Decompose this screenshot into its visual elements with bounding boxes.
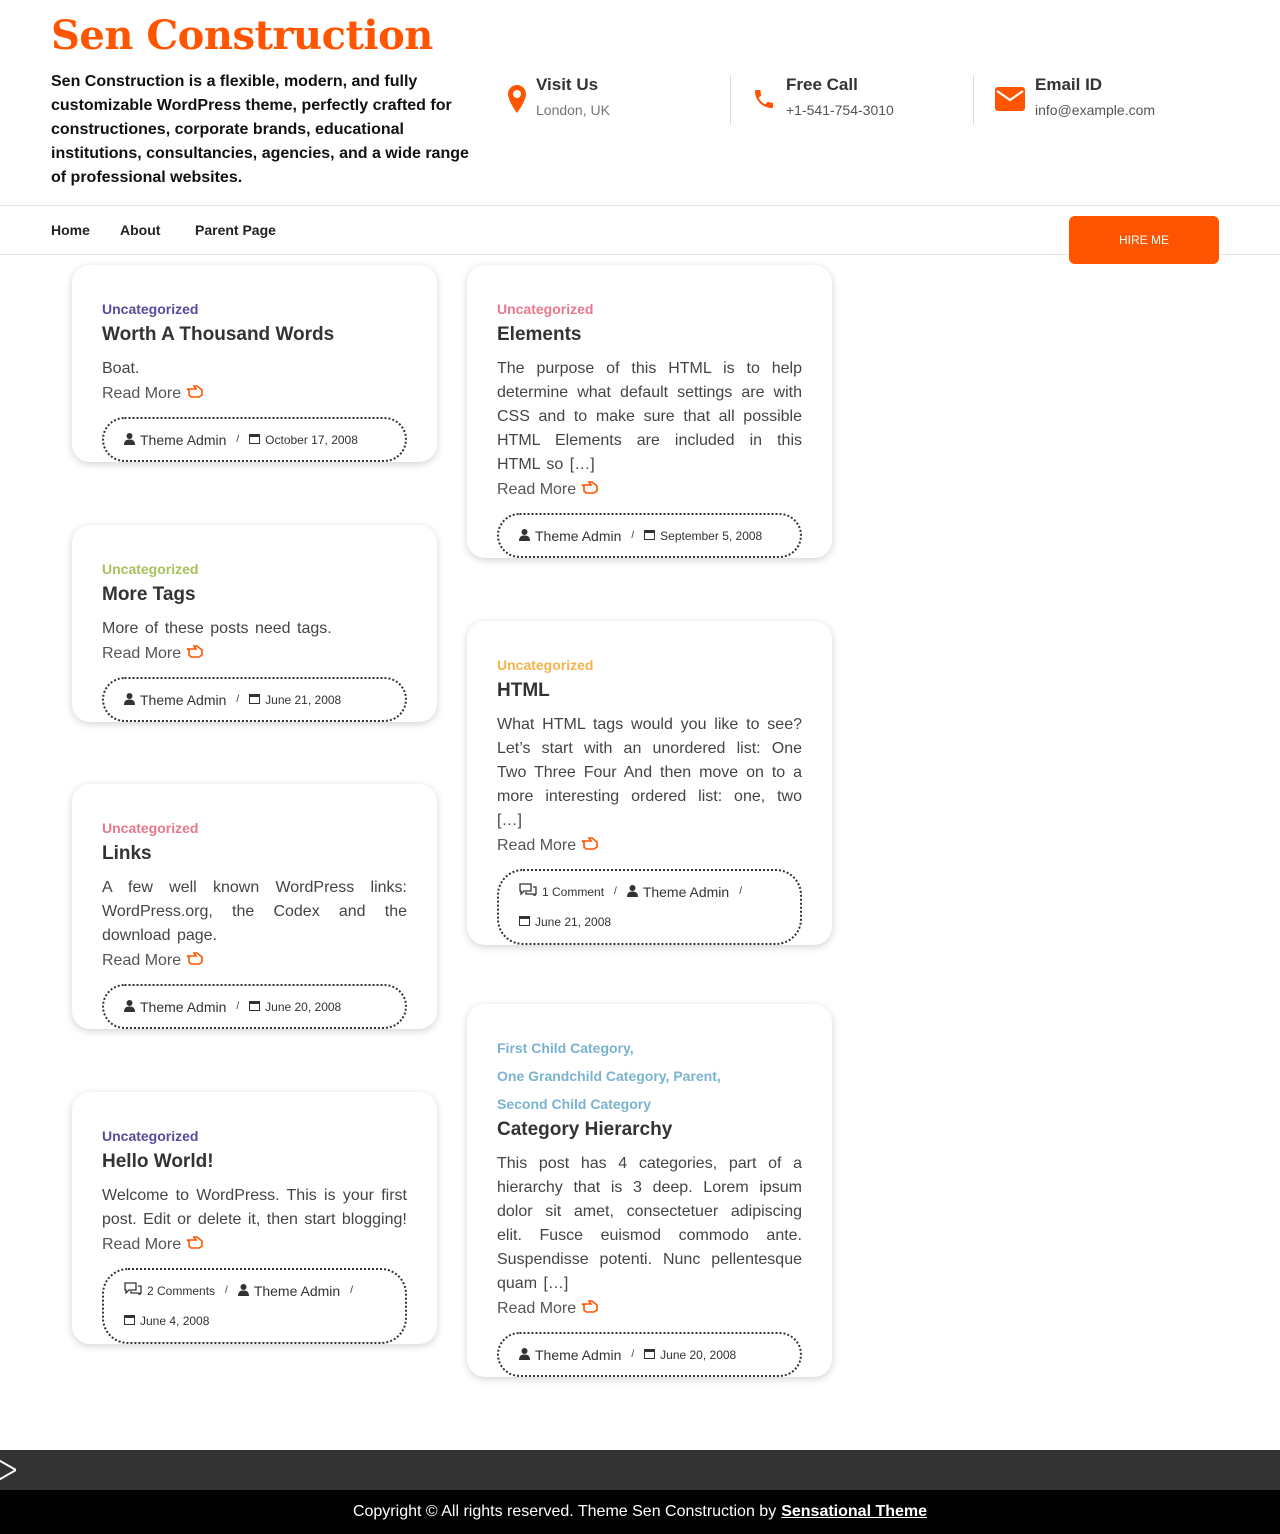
read-more-link[interactable] <box>497 836 802 855</box>
meta-separator: / <box>631 1348 635 1360</box>
post-meta <box>102 417 407 462</box>
post-date[interactable] <box>644 521 762 551</box>
user-icon <box>627 877 638 907</box>
post-category-link[interactable]: Uncategorized <box>102 820 199 836</box>
post-meta <box>497 1332 802 1377</box>
post-category-link[interactable]: First Child Category, <box>497 1040 634 1056</box>
date-text: June 21, 2008 <box>535 915 612 929</box>
scroll-to-top-icon[interactable] <box>0 1452 16 1488</box>
hand-pointer-icon <box>186 951 203 970</box>
post-category-link[interactable]: Uncategorized <box>497 301 594 317</box>
nav-item-home[interactable]: Home <box>51 222 90 238</box>
user-icon <box>519 1340 530 1370</box>
contact-title: Email ID <box>1035 75 1103 94</box>
post-date[interactable] <box>249 992 341 1022</box>
comments-count: 2 Comments <box>147 1284 216 1298</box>
post-author[interactable] <box>519 1340 621 1370</box>
post-excerpt: The purpose of this HTML is to help determine what default settings are with CSS and to make sure that all possible HTML Elements are included in this HTML so […] <box>497 360 802 473</box>
author-name: Theme Admin <box>535 1346 622 1363</box>
contact-email <box>995 74 1155 118</box>
post-meta <box>102 984 407 1029</box>
post-title[interactable]: More Tags <box>102 584 196 605</box>
author-name: Theme Admin <box>140 691 227 708</box>
contact-title: Free Call <box>786 75 858 94</box>
read-more-label: Read More <box>497 1299 577 1317</box>
date-text: June 20, 2008 <box>265 999 342 1014</box>
post-title[interactable]: Hello World! <box>102 1151 214 1172</box>
calendar-icon <box>519 907 530 937</box>
contact-value: info@example.com <box>1035 102 1156 118</box>
user-icon <box>124 685 135 715</box>
post-title[interactable]: HTML <box>497 680 550 701</box>
read-more-link[interactable] <box>102 384 407 403</box>
meta-separator: / <box>614 886 617 897</box>
meta-separator: / <box>350 1285 353 1296</box>
calendar-icon <box>644 1340 655 1370</box>
post-excerpt: Welcome to WordPress. This is your first post. Edit or delete it, then start blogging! <box>102 1187 407 1228</box>
author-name: Theme Admin <box>140 998 227 1015</box>
comments-icon <box>124 1276 142 1306</box>
site-tagline: Sen Construction is a flexible, modern, and fully customizable WordPress theme, perfectly crafted for constructiones, corporate brands, educational institutions, consultancies, agencies, and a wide range of professional websites. <box>51 73 469 186</box>
author-name: Theme Admin <box>140 431 227 448</box>
read-more-label: Read More <box>102 951 182 969</box>
date-text: June 21, 2008 <box>265 692 342 707</box>
post-meta <box>497 513 802 558</box>
post-category-link[interactable]: Uncategorized <box>102 561 199 577</box>
site-title[interactable]: Sen Construction <box>51 12 433 59</box>
nav-item-parent-page[interactable]: Parent Page <box>195 222 276 238</box>
meta-separator: / <box>225 1285 228 1296</box>
post-card <box>72 784 437 1029</box>
phone-icon <box>752 82 776 116</box>
calendar-icon <box>124 1306 135 1336</box>
post-excerpt: Boat. <box>102 360 140 377</box>
post-author[interactable] <box>238 1276 340 1306</box>
post-comments[interactable] <box>124 1276 215 1306</box>
hand-pointer-icon <box>186 384 203 403</box>
calendar-icon <box>249 992 260 1022</box>
post-author[interactable] <box>124 685 226 715</box>
meta-separator: / <box>236 433 240 445</box>
copyright-text: Copyright © All rights reserved. Theme Sen Construction by <box>352 1503 777 1520</box>
comments-count: 1 Comment <box>542 885 605 899</box>
post-title[interactable]: Links <box>102 843 152 864</box>
post-card <box>72 265 437 462</box>
read-more-label: Read More <box>102 644 182 662</box>
read-more-link[interactable] <box>102 951 407 970</box>
author-name: Theme Admin <box>253 1283 341 1299</box>
contact-call <box>752 74 894 118</box>
user-icon <box>238 1276 249 1306</box>
meta-separator: / <box>236 1000 240 1012</box>
post-category-link[interactable]: Uncategorized <box>102 301 199 317</box>
post-meta <box>102 1268 407 1344</box>
post-author[interactable] <box>124 992 226 1022</box>
post-card <box>467 1004 832 1377</box>
meta-separator: / <box>739 886 742 897</box>
post-date[interactable] <box>249 425 358 455</box>
post-date[interactable] <box>519 907 611 937</box>
post-card <box>467 621 832 945</box>
post-author[interactable] <box>519 521 621 551</box>
date-text: June 20, 2008 <box>660 1347 737 1362</box>
hand-pointer-icon <box>581 1299 598 1318</box>
post-title[interactable]: Elements <box>497 324 582 345</box>
read-more-label: Read More <box>497 836 577 854</box>
read-more-link[interactable] <box>102 644 407 663</box>
contact-visit <box>508 74 610 118</box>
contact-divider <box>730 75 731 125</box>
post-title[interactable]: Worth A Thousand Words <box>102 324 335 345</box>
read-more-link[interactable] <box>102 1235 407 1254</box>
hand-pointer-icon <box>186 1235 203 1254</box>
post-card <box>467 265 832 558</box>
post-card <box>72 1092 437 1344</box>
post-date[interactable] <box>124 1306 209 1336</box>
post-author[interactable] <box>124 425 226 455</box>
calendar-icon <box>644 521 655 551</box>
user-icon <box>124 425 135 455</box>
read-more-link[interactable] <box>497 480 802 499</box>
post-meta <box>497 869 802 945</box>
footer-theme-link[interactable]: Sensational Theme <box>781 1503 928 1520</box>
user-icon <box>519 521 530 551</box>
post-category-link[interactable]: One Grandchild Category, Parent, <box>497 1068 721 1084</box>
meta-separator: / <box>236 693 240 705</box>
hire-me-button[interactable]: HIRE ME <box>1069 216 1219 264</box>
date-text: October 17, 2008 <box>265 432 358 447</box>
post-comments[interactable] <box>519 877 604 907</box>
footer-widgets-area <box>0 1450 1280 1490</box>
meta-separator: / <box>631 529 635 541</box>
hand-pointer-icon <box>581 836 598 855</box>
post-author[interactable] <box>627 877 729 907</box>
post-title[interactable]: Category Hierarchy <box>497 1119 673 1140</box>
contact-divider <box>973 75 974 125</box>
post-excerpt: More of these posts need tags. <box>102 620 332 637</box>
nav-item-about[interactable]: About <box>120 222 161 238</box>
envelope-icon <box>995 82 1025 116</box>
date-text: September 5, 2008 <box>660 528 763 543</box>
post-excerpt: What HTML tags would you like to see? Let’s start with an unordered list: One Two Three Four And then move on to a more interesting ordered list: one, two […] <box>497 716 802 829</box>
post-date[interactable] <box>249 685 341 715</box>
read-more-link[interactable] <box>497 1299 802 1318</box>
date-text: June 4, 2008 <box>140 1314 210 1328</box>
post-date[interactable] <box>644 1340 736 1370</box>
comments-icon <box>519 877 537 907</box>
footer-copyright <box>0 1490 1280 1534</box>
read-more-label: Read More <box>102 1235 182 1253</box>
hand-pointer-icon <box>581 480 598 499</box>
post-category-link[interactable]: Uncategorized <box>102 1128 199 1144</box>
calendar-icon <box>249 425 260 455</box>
read-more-label: Read More <box>497 480 577 498</box>
author-name: Theme Admin <box>642 884 730 900</box>
author-name: Theme Admin <box>535 527 622 544</box>
post-meta <box>102 677 407 722</box>
contact-value: +1-541-754-3010 <box>786 102 894 118</box>
user-icon <box>124 992 135 1022</box>
hand-pointer-icon <box>186 644 203 663</box>
post-card <box>72 525 437 722</box>
post-category-link[interactable]: Uncategorized <box>497 657 594 673</box>
read-more-label: Read More <box>102 384 182 402</box>
contact-title: Visit Us <box>536 75 599 94</box>
contact-value: London, UK <box>536 102 610 118</box>
post-excerpt: A few well known WordPress links: WordPress.org, the Codex and the download page. <box>102 879 407 944</box>
calendar-icon <box>249 685 260 715</box>
post-excerpt: This post has 4 categories, part of a hierarchy that is 3 deep. Lorem ipsum dolor sit amet, consectetuer adipiscing elit. Fusce euismod commodo ante. Suspendisse potenti. Nunc pellentesque quam […] <box>497 1155 802 1292</box>
map-pin-icon <box>508 82 526 116</box>
post-category-link[interactable]: Second Child Category <box>497 1096 652 1112</box>
